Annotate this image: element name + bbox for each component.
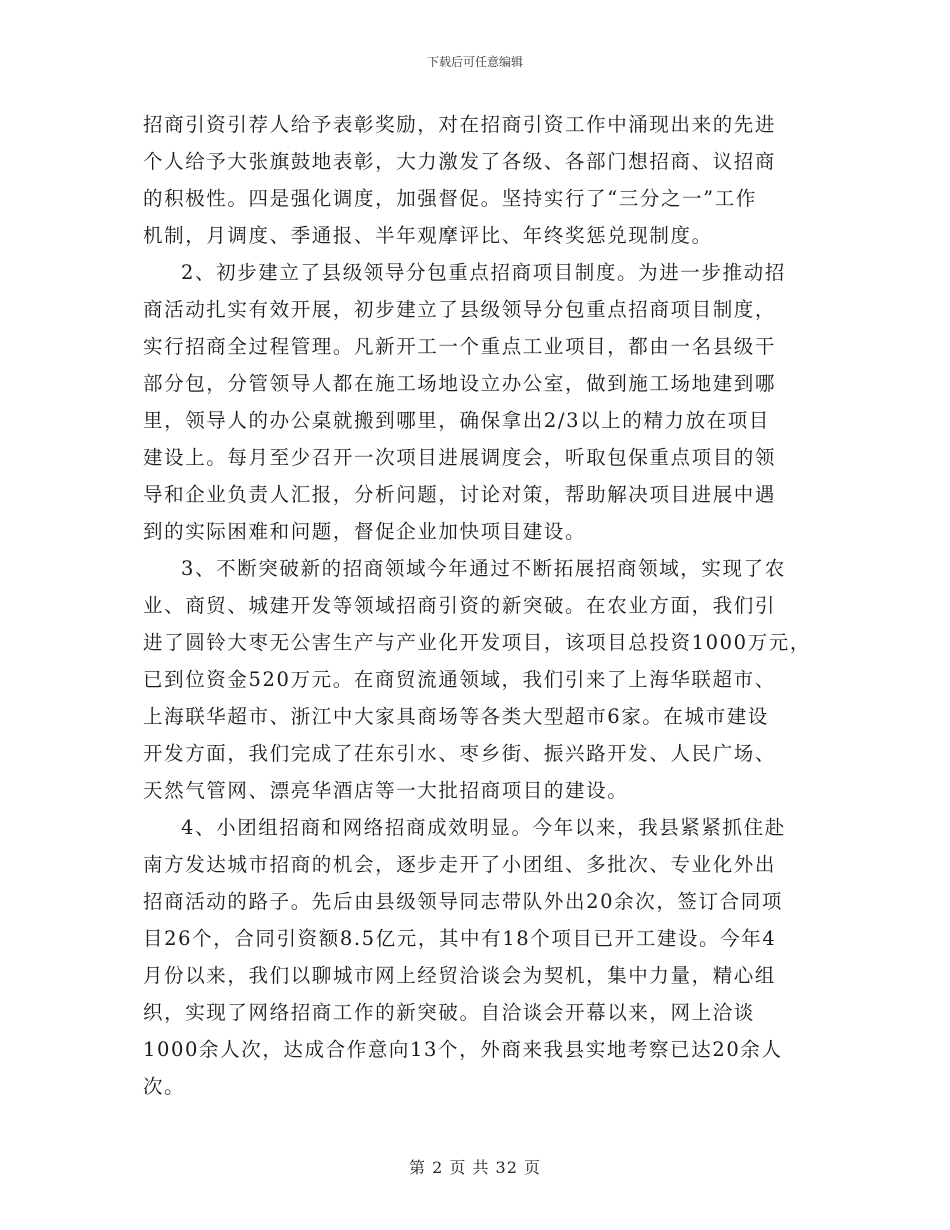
text-line: 的积极性。四是强化调度，加强督促。坚持实行了“三分之一”工作	[143, 187, 757, 210]
page-number-footer: 第 2 页 共 32 页	[409, 1158, 541, 1177]
text-line: 部分包，分管领导人都在施工场地设立办公室，做到施工场地建到哪	[143, 372, 777, 395]
text-line: 建设上。每月至少召开一次项目进展调度会，听取包保重点项目的领	[143, 446, 777, 469]
text-line: 导和企业负责人汇报，分析问题，讨论对策，帮助解决项目进展中遇	[143, 483, 777, 506]
text-line: 天然气管网、漂亮华酒店等一大批招商项目的建设。	[143, 779, 629, 802]
text-line: 月份以来，我们以聊城市网上经贸洽谈会为契机，集中力量，精心组	[143, 964, 777, 987]
text-line: 机制，月调度、季通报、半年观摩评比、年终奖惩兑现制度。	[143, 224, 713, 247]
text-line: 个人给予大张旗鼓地表彰，大力激发了各级、各部门想招商、议招商	[143, 150, 777, 173]
text-line: 里，领导人的办公桌就搬到哪里，确保拿出2/3以上的精力放在项目	[143, 409, 770, 432]
page-header-note: 下载后可任意编辑	[426, 55, 523, 69]
text-line: 南方发达城市招商的机会，逐步走开了小团组、多批次、专业化外出	[143, 853, 777, 876]
text-line: 1000余人次，达成合作意向13个，外商来我县实地考察已达20余人	[143, 1038, 783, 1061]
text-line: 招商引资引荐人给予表彰奖励，对在招商引资工作中涌现出来的先进	[143, 113, 777, 136]
text-line: 织，实现了网络招商工作的新突破。自洽谈会开幕以来，网上洽谈	[143, 1001, 755, 1024]
text-line: 业、商贸、城建开发等领域招商引资的新突破。在农业方面，我们引	[143, 594, 777, 617]
text-line: 开发方面，我们完成了茌东引水、枣乡街、振兴路开发、人民广场、	[143, 742, 777, 765]
paragraph-3-start: 3、不断突破新的招商领域今年通过不断拓展招商领域，实现了农	[181, 557, 786, 580]
text-line: 已到位资金520万元。在商贸流通领域，我们引来了上海华联超市、	[143, 668, 776, 691]
text-line: 到的实际困难和问题，督促企业加快项目建设。	[143, 520, 587, 543]
document-body	[143, 106, 823, 1105]
text-line: 商活动扎实有效开展，初步建立了县级领导分包重点招商项目制度，	[143, 298, 777, 321]
text-line: 招商活动的路子。先后由县级领导同志带队外出20余次，签订合同项	[143, 890, 783, 913]
text-line: 上海联华超市、浙江中大家具商场等各类大型超市6家。在城市建设	[143, 705, 769, 728]
paragraph-4-start: 4、小团组招商和网络招商成效明显。今年以来，我县紧紧抓住赴	[181, 816, 786, 839]
text-line: 实行招商全过程管理。凡新开工一个重点工业项目，都由一名县级干	[143, 335, 777, 358]
text-line: 进了圆铃大枣无公害生产与产业化开发项目，该项目总投资1000万元，	[143, 631, 811, 654]
text-line: 目26个，合同引资额8.5亿元，其中有18个项目已开工建设。今年4	[143, 927, 777, 950]
text-line: 次。	[143, 1075, 186, 1098]
paragraph-2-start: 2、初步建立了县级领导分包重点招商项目制度。为进一步推动招	[181, 261, 786, 284]
